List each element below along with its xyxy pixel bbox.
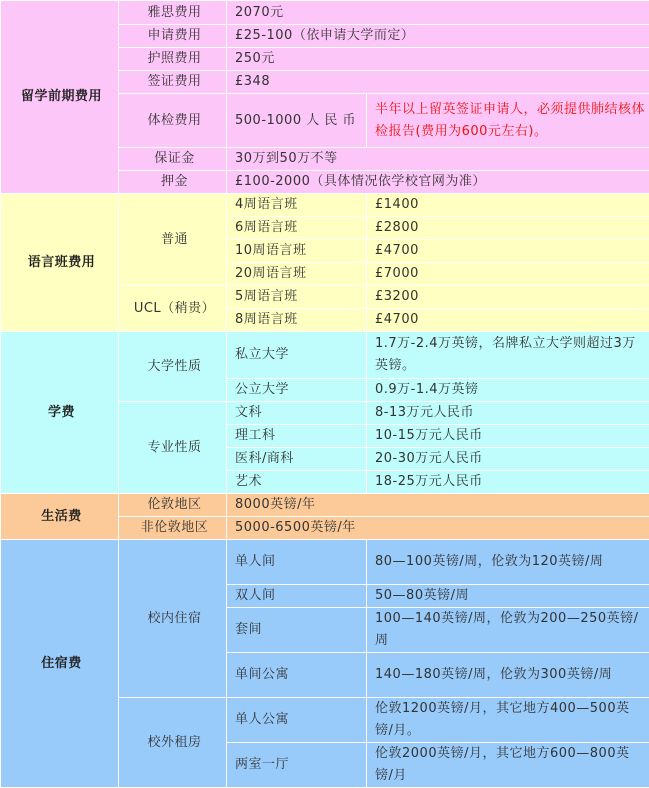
course-price: £4700: [367, 309, 649, 332]
row-name: 单人间: [227, 540, 367, 585]
item-value: 30万到50万不等: [227, 148, 649, 171]
group-label: 普通: [119, 194, 227, 286]
item-label: 签证费用: [119, 71, 227, 94]
row-value: 18-25万元人民币: [367, 471, 649, 494]
item-label: 雅思费用: [119, 1, 227, 25]
row-name: 套间: [227, 608, 367, 653]
item-label: 申请费用: [119, 25, 227, 48]
category-tuition: 学费: [1, 332, 119, 494]
item-value: 500-1000 人 民 币: [227, 94, 367, 148]
row-name: 医科/商科: [227, 448, 367, 471]
row-value: 100—140英镑/周，伦敦为200—250英镑/周: [367, 608, 649, 653]
group-label: 校内住宿: [119, 540, 227, 698]
row-value: 8-13万元人民币: [367, 402, 649, 425]
item-label: 伦敦地区: [119, 494, 227, 517]
course-price: £2800: [367, 217, 649, 240]
course-name: 5周语言班: [227, 286, 367, 309]
group-label: 专业性质: [119, 402, 227, 494]
item-value: £25-100（依申请大学而定）: [227, 25, 649, 48]
item-value: 250元: [227, 48, 649, 71]
row-value: 伦敦2000英镑/月，其它地方600—800英镑/月: [367, 743, 649, 788]
row-name: 单间公寓: [227, 653, 367, 698]
row-value: 50—80英镑/周: [367, 585, 649, 608]
item-label: 非伦敦地区: [119, 517, 227, 540]
table-row: [1, 540, 649, 585]
category-living: 生活费: [1, 494, 119, 540]
item-value: 8000英镑/年: [227, 494, 649, 517]
row-name: 艺术: [227, 471, 367, 494]
course-price: £7000: [367, 263, 649, 286]
course-name: 10周语言班: [227, 240, 367, 263]
row-name: 公立大学: [227, 379, 367, 402]
item-label: 体检费用: [119, 94, 227, 148]
table-row: [1, 494, 649, 517]
row-value: 80—100英镑/周，伦敦为120英镑/周: [367, 540, 649, 585]
medical-exam-note: 半年以上留英签证申请人，必须提供肺结核体检报告(费用为600元左右)。: [367, 94, 649, 148]
table-row: [1, 194, 649, 217]
row-value: 0.9万-1.4万英镑: [367, 379, 649, 402]
course-name: 20周语言班: [227, 263, 367, 286]
row-value: 20-30万元人民币: [367, 448, 649, 471]
item-value: £100-2000（具体情况依学校官网为准）: [227, 171, 649, 194]
row-name: 两室一厅: [227, 743, 367, 788]
category-language: 语言班费用: [1, 194, 119, 332]
row-value: 1.7万-2.4万英镑，名牌私立大学则超过3万英镑。: [367, 332, 649, 379]
row-value: 140—180英镑/周，伦敦为300英镑/周: [367, 653, 649, 698]
item-value: £348: [227, 71, 649, 94]
row-name: 双人间: [227, 585, 367, 608]
item-label: 押金: [119, 171, 227, 194]
course-name: 8周语言班: [227, 309, 367, 332]
row-name: 文科: [227, 402, 367, 425]
group-label: UCL（稍贵）: [119, 286, 227, 332]
course-price: £1400: [367, 194, 649, 217]
row-name: 私立大学: [227, 332, 367, 379]
item-label: 保证金: [119, 148, 227, 171]
row-name: 理工科: [227, 425, 367, 448]
group-label: 大学性质: [119, 332, 227, 402]
row-name: 单人公寓: [227, 698, 367, 743]
table-row: [1, 332, 649, 379]
course-name: 4周语言班: [227, 194, 367, 217]
category-pre-departure: 留学前期费用: [1, 1, 119, 194]
course-price: £3200: [367, 286, 649, 309]
item-value: 5000-6500英镑/年: [227, 517, 649, 540]
category-accommodation: 住宿费: [1, 540, 119, 788]
item-value: 2070元: [227, 1, 649, 25]
course-price: £4700: [367, 240, 649, 263]
group-label: 校外租房: [119, 698, 227, 788]
table-row: [1, 1, 649, 25]
course-name: 6周语言班: [227, 217, 367, 240]
item-label: 护照费用: [119, 48, 227, 71]
row-value: 10-15万元人民币: [367, 425, 649, 448]
row-value: 伦敦1200英镑/月，其它地方400—500英镑/月。: [367, 698, 649, 743]
